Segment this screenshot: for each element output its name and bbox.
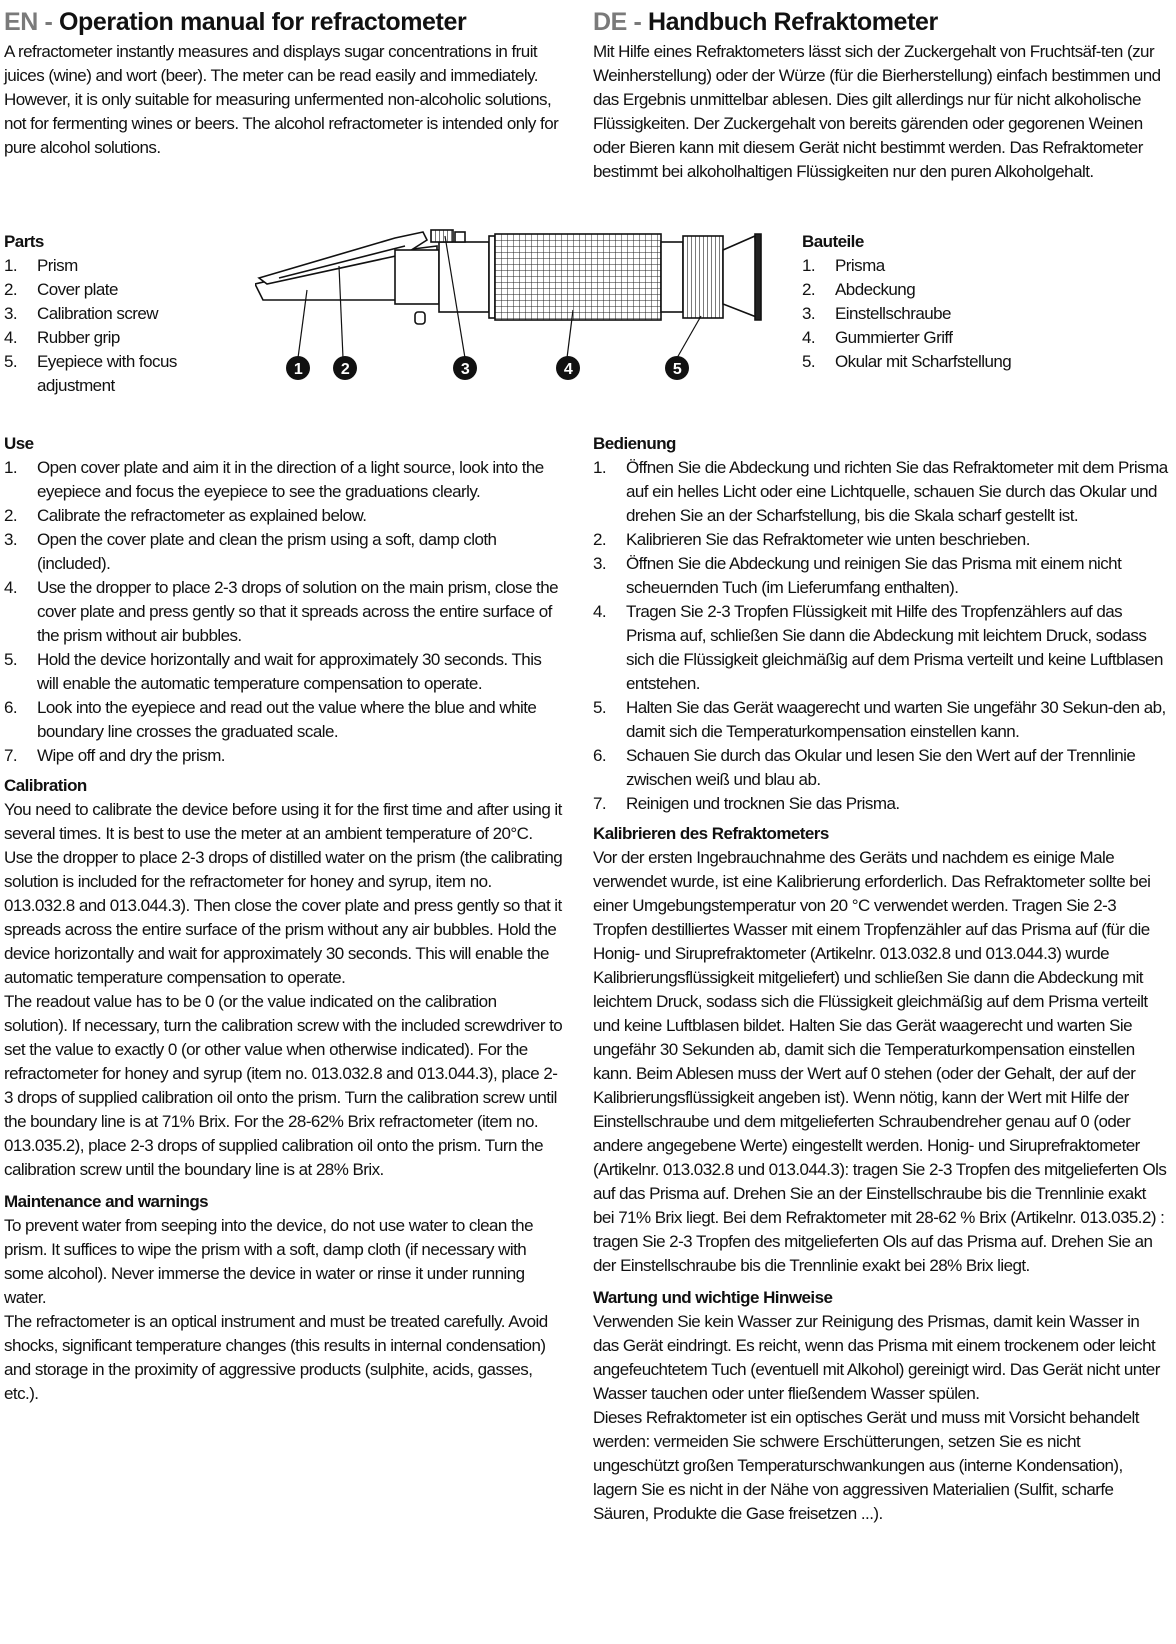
list-item: 4. Tragen Sie 2-3 Tropfen Flüssigkeit mit Hilfe des Tropfenzählers auf das Prisma auf, schließen Sie dann die Abdeckung mit leichtem Druck, sodass sich die Flüssigkeit gleichmäßig auf dem Prisma verteilt und keine Luftblasen entstehen. (593, 602, 1163, 693)
calibration-screw (431, 230, 453, 242)
list-item: 4. Gummierter Griff (802, 328, 953, 347)
refractometer-diagram (255, 228, 785, 408)
list-item: 7. Reinigen und trocknen Sie das Prisma. (593, 794, 900, 813)
callout-5: 5 (672, 361, 682, 378)
english-parts-section (4, 230, 244, 398)
german-parts-section (802, 230, 1102, 374)
list-item: 2. Abdeckung (802, 280, 916, 299)
callout-1: 1 (293, 361, 303, 378)
english-column (4, 6, 564, 160)
german-use-list (593, 456, 1168, 816)
german-maintenance-heading: Wartung und wichtige Hinweise (593, 1288, 833, 1307)
german-column (593, 6, 1168, 184)
german-parts-heading: Bauteile (802, 232, 864, 251)
list-item: 1. Öffnen Sie die Abdeckung und richten Sie das Refraktometer mit dem Prisma auf ein helles Licht oder eine Lichtquelle, schauen Sie durch das Okular und drehen Sie an der Scharfstellung, bis die Skala scharf gestellt ist. (593, 458, 1168, 525)
english-parts-heading: Parts (4, 232, 44, 251)
callout-4: 4 (563, 361, 573, 378)
german-calibration-heading: Kalibrieren des Refraktometers (593, 824, 829, 843)
front-tube (439, 242, 489, 312)
list-item: 2. Cover plate (4, 280, 118, 299)
list-item: 2. Calibrate the refractometer as explained below. (4, 506, 367, 525)
list-item: 2. Kalibrieren Sie das Refraktometer wie unten beschrieben. (593, 530, 1030, 549)
prism-housing (395, 250, 439, 304)
english-intro: A refractometer instantly measures and displays sugar concentrations in fruit juices (wine) and wort (beer). The meter can be read easily and immediately. However, it is only suitable for measuring unfermented non-alcoholic solutions, not for fermenting wines or beers. The alcohol refractometer is intended only for pure alcohol solutions. (4, 42, 559, 157)
list-item: 1. Prism (4, 256, 78, 275)
german-parts-list (802, 254, 1102, 374)
list-item: 4. Use the dropper to place 2-3 drops of solution on the main prism, close the cover plate and press gently so that it spreads across the entire surface of the prism without air bubbles. (4, 578, 559, 645)
list-item: 4. Rubber grip (4, 328, 120, 347)
english-calibration-paragraph: The readout value has to be 0 (or the value indicated on the calibration solution). If necessary, turn the calibration screw with the included screwdriver to set the value to exactly 0 (or other value when otherwise indicated). For the refractometer for honey and syrup (item no. 013.032.8 and 013.044.3), place 2-3 drops of supplied calibration oil onto the prism. Turn the calibration screw until the boundary line is at 71% Brix. For the 28-62% Brix refractometer (item no. 013.035.2), place 2-3 drops of supplied calibration oil onto the prism. Turn the calibration screw until the boundary line is at 28% Brix. (4, 992, 563, 1179)
english-maintenance-heading: Maintenance and warnings (4, 1192, 209, 1211)
focus-ring (683, 236, 723, 318)
german-lang-code: DE - (593, 8, 642, 36)
german-intro: Mit Hilfe eines Refraktometers lässt sich der Zuckergehalt von Fruchtsäf-ten (zur Weinherstellung) oder der Würze (für die Bierherstellung) einfach bestimmen und das Ergebnis unmittelbar ablesen. Dies gilt allerdings nur für nicht alkoholische Flüssigkeiten. Der Zuckergehalt von bereits gärenden oder gegorenen Weinen oder Bieren kann mit diesem Gerät nicht bestimmt werden. Das Refraktometer bestimmt bei alkoholhaltigen Flüssigkeiten nur den puren Alkoholgehalt. (593, 42, 1161, 181)
list-item: 1. Open cover plate and aim it in the direction of a light source, look into the eyepiece and focus the eyepiece to see the graduations clearly. (4, 458, 544, 501)
english-title-text: Operation manual for refractometer (58, 8, 467, 36)
german-calibration-paragraph: Vor der ersten Ingebrauchnahme des Geräts und nachdem es einige Male verwendet wurde, ist eine Kalibrierung erforderlich. Das Refraktometer sollte bei einer Umgebungstemperatur von 20 °C verwendet werden. Tragen Sie 2-3 Tropfen destilliertes Wasser mit einem Tropfenzähler auf das Prisma auf (für die Honig- und Siruprefraktometer (Artikelnr. 013.032.8 und 013.044.3) wurde Kalibrierungsflüssigkeit mitgeliefert) und schließen Sie dann die Abdeckung mit leichtem Druck, sodass sich die Flüssigkeit gleichmäßig auf dem Prisma verteilt und keine Luftblasen bildet. Halten Sie das Gerät waagerecht und warten Sie ungefähr 30 Sekunden ab, damit sich die Temperaturkompensation einstellen kann. Beim Ablesen muss der Wert auf 0 stehen (oder der Gehalt, der auf der Kalibrierungsflüssigkeit angeben ist). Wenn nötig, kann der Wert mit Hilfe der Einstellschraube und dem mitgelieferten Schraubendreher genau auf 0 (oder andere angegebene Werte) eingestellt werden. Honig- und Siruprefraktometer (Artikelnr. 013.032.8 und 013.044.3): tragen Sie 2-3 Tropfen des mitgelieferten Ols auf das Prisma auf. Drehen Sie an der Einstellschraube bis die Trennlinie exakt bei 71% Brix liegt. Bei dem Refraktometer mit 28-62 % Brix (Artikelnr. 013.035.2) : tragen Sie 2-3 Tropfen des mitgelieferten Ols auf das Prisma auf. Drehen Sie an der Einstellschraube bis die Trennlinie exakt bei 28% Brix liegt. (593, 848, 1167, 1275)
english-maintenance-paragraph: The refractometer is an optical instrument and must be treated carefully. Avoid shocks, significant temperature changes (this results in internal condensation) and storage in the proximity of aggressive products (sulphite, acids, gasses, etc.). (4, 1312, 548, 1403)
list-item: 7. Wipe off and dry the prism. (4, 746, 225, 765)
german-title (593, 6, 1168, 38)
list-item: 6. Schauen Sie durch das Okular und lesen Sie den Wert auf der Trennlinie zwischen weiß und blau ab. (593, 746, 1136, 789)
english-calibration-heading: Calibration (4, 776, 87, 795)
english-parts-list (4, 254, 244, 398)
english-maintenance-paragraph: To prevent water from seeping into the device, do not use water to clean the prism. It suffices to wipe the prism with a soft, damp cloth (if necessary with some alcohol). Never immerse the device in water or rinse it under running water. (4, 1216, 533, 1307)
english-title (4, 6, 564, 38)
english-use-list (4, 456, 564, 768)
callout-3: 3 (460, 361, 470, 378)
english-body (4, 432, 564, 1406)
list-item: 5. Okular mit Scharfstellung (802, 352, 1012, 371)
german-maintenance-paragraph: Verwenden Sie kein Wasser zur Reinigung des Prismas, damit kein Wasser in das Gerät eindringt. Es reicht, wenn das Prisma mit einem trockenem oder leicht angefeuchtetem Tuch (eventuell mit Alkohol) gereinigt wird. Das Gerät nicht unter Wasser tauchen oder unter fließendem Wasser spülen. (593, 1312, 1160, 1403)
english-calibration-paragraph: You need to calibrate the device before using it for the first time and after using it several times. It is best to use the meter at an ambient temperature of 20°C. Use the dropper to place 2-3 drops of distilled water on the prism (the calibrating solution is included for the refractometer for honey and syrup, item no. 013.032.8 and 013.044.3). Then close the cover plate and press gently so that it spreads across the entire surface of the prism without any air bubbles. Hold the device horizontally and wait for approximately 30 seconds. This will enable the automatic temperature compensation to operate. (4, 800, 563, 987)
list-item: 5. Eyepiece with focus adjustment (4, 352, 177, 395)
list-item: 3. Öffnen Sie die Abdeckung und reinigen Sie das Prisma mit einem nicht scheuernden Tuch (im Lieferumfang enthalten). (593, 554, 1122, 597)
german-use-heading: Bedienung (593, 434, 676, 453)
list-item: 3. Calibration screw (4, 304, 159, 323)
rubber-grip (495, 234, 661, 320)
list-item: 3. Open the cover plate and clean the prism using a soft, damp cloth (included). (4, 530, 497, 573)
list-item: 3. Einstellschraube (802, 304, 951, 323)
callout-2: 2 (340, 361, 350, 378)
callout-markers (286, 356, 689, 380)
german-title-text: Handbuch Refraktometer (647, 8, 938, 36)
english-use-heading: Use (4, 434, 34, 453)
list-item: 1. Prisma (802, 256, 885, 275)
german-body (593, 432, 1168, 1526)
list-item: 6. Look into the eyepiece and read out the value where the blue and white boundary line crosses the graduated scale. (4, 698, 537, 741)
english-lang-code: EN - (4, 8, 53, 36)
refractometer-body (255, 230, 761, 324)
list-item: 5. Halten Sie das Gerät waagerecht und warten Sie ungefähr 30 Sekun-den ab, damit sich die Temperaturkompensation einstellen kann. (593, 698, 1166, 741)
list-item: 5. Hold the device horizontally and wait for approximately 30 seconds. This will enable the automatic temperature compensation to operate. (4, 650, 542, 693)
german-maintenance-paragraph: Dieses Refraktometer ist ein optisches Gerät und muss mit Vorsicht behandelt werden: vermeiden Sie schwere Erschütterungen, setzen Sie es nicht ungeschützt großen Temperaturschwankungen aus (interne Kondensation), lagern Sie es nicht in der Nähe von aggressiven Materialien (Sulfit, scharfe Säuren, Produkte die Gase freisetzen ...). (593, 1408, 1139, 1523)
eyepiece-cup (723, 236, 759, 318)
